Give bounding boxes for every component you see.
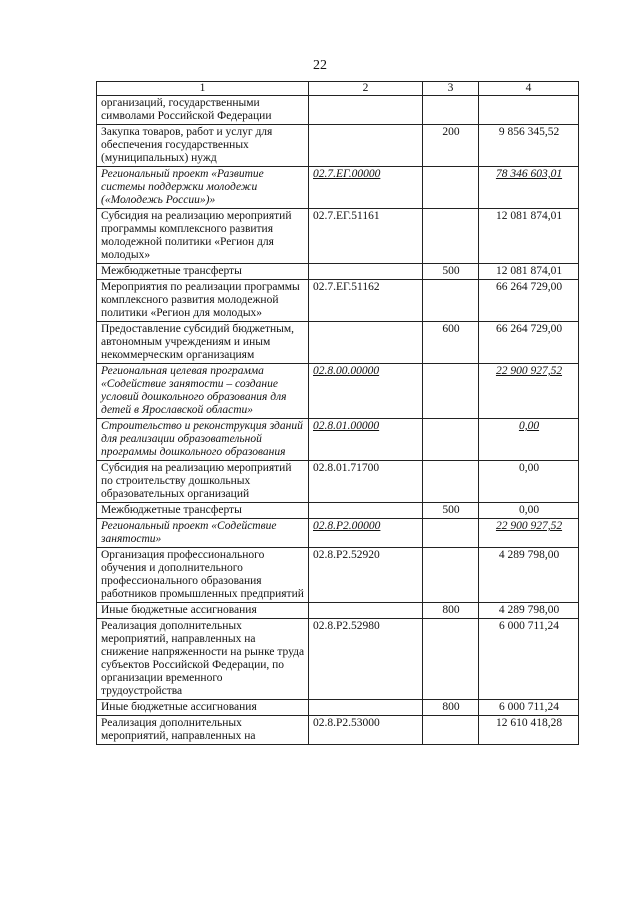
row-code-cell-text: 02.8.P2.52920 (313, 549, 380, 561)
row-code-cell-text: 02.8.01.00000 (313, 420, 380, 432)
row-kind-cell (423, 280, 479, 322)
row-kind-cell-text: 800 (442, 604, 460, 616)
row-kind-cell (423, 716, 479, 745)
row-name-cell-text: Организация профессионального обучения и дополнительного профессионального образования работников промышленных предприятий (101, 549, 304, 600)
row-amount-cell-text: 78 346 603,01 (495, 168, 563, 180)
header-col-2: 2 (309, 82, 423, 96)
row-name-cell-text: Региональный проект «Развитие системы поддержки молодежи («Молодежь России»)» (101, 168, 264, 206)
header-col-4: 4 (479, 82, 579, 96)
row-code-cell (309, 461, 423, 503)
row-name-cell-text: Иные бюджетные ассигнования (101, 701, 257, 713)
header-col-3: 3 (423, 82, 479, 96)
row-code-cell (309, 364, 423, 419)
row-kind-cell (423, 364, 479, 419)
table-row (97, 364, 579, 419)
row-amount-cell (479, 364, 579, 419)
row-kind-cell (423, 167, 479, 209)
row-name-cell (97, 716, 309, 745)
row-code-cell (309, 96, 423, 125)
row-code-cell-text: 02.8.P2.53000 (313, 717, 380, 729)
table-row (97, 322, 579, 364)
row-amount-cell-text: 9 856 345,52 (498, 126, 560, 138)
row-name-cell-text: Субсидия на реализацию мероприятий программы комплексного развития молодежной политики «Регион для молодых» (101, 210, 292, 261)
row-code-cell (309, 716, 423, 745)
row-kind-cell-text: 200 (442, 126, 460, 138)
table-row (97, 548, 579, 603)
row-code-cell (309, 548, 423, 603)
row-amount-cell (479, 519, 579, 548)
table-body (97, 96, 579, 745)
row-kind-cell (423, 603, 479, 619)
row-code-cell-text: 02.8.P2.52980 (313, 620, 380, 632)
row-kind-cell (423, 264, 479, 280)
table-row (97, 519, 579, 548)
row-name-cell-text: Реализация дополнительных мероприятий, направленных на снижение напряженности на рынке труда субъектов Российской Федерации, по организации временного трудоустройства (101, 620, 305, 697)
row-name-cell-text: Межбюджетные трансферты (101, 504, 242, 516)
row-kind-cell-text: 800 (442, 701, 460, 713)
row-amount-cell-text: 12 610 418,28 (495, 717, 563, 729)
row-amount-cell (479, 280, 579, 322)
page-number: 22 (313, 58, 327, 73)
row-kind-cell (423, 322, 479, 364)
row-name-cell (97, 503, 309, 519)
budget-table (96, 81, 579, 745)
row-kind-cell (423, 96, 479, 125)
row-amount-cell (479, 716, 579, 745)
table-row (97, 419, 579, 461)
table-row (97, 167, 579, 209)
row-name-cell (97, 167, 309, 209)
row-name-cell (97, 209, 309, 264)
row-amount-cell (479, 322, 579, 364)
row-code-cell (309, 264, 423, 280)
row-amount-cell (479, 125, 579, 167)
row-name-cell-text: Субсидия на реализацию мероприятий по строительству дошкольных образовательных организаций (101, 462, 292, 500)
row-amount-cell-text: 22 900 927,52 (495, 520, 563, 532)
row-name-cell (97, 519, 309, 548)
row-code-cell-text: 02.8.00.00000 (313, 365, 380, 377)
row-amount-cell-text: 66 264 729,00 (495, 281, 563, 293)
row-name-cell-text: Строительство и реконструкция зданий для реализации образовательной программы дошкольного образования (101, 420, 303, 458)
row-amount-cell (479, 209, 579, 264)
row-amount-cell-text: 4 289 798,00 (498, 549, 560, 561)
row-amount-cell (479, 264, 579, 280)
table-row (97, 503, 579, 519)
row-kind-cell (423, 619, 479, 700)
row-code-cell (309, 209, 423, 264)
row-amount-cell (479, 603, 579, 619)
row-name-cell-text: Реализация дополнительных мероприятий, направленных на (101, 717, 256, 742)
row-amount-cell-text: 66 264 729,00 (495, 323, 563, 335)
row-name-cell-text: Межбюджетные трансферты (101, 265, 242, 277)
row-name-cell-text: Иные бюджетные ассигнования (101, 604, 257, 616)
row-code-cell (309, 603, 423, 619)
row-amount-cell (479, 96, 579, 125)
row-kind-cell (423, 125, 479, 167)
row-code-cell (309, 503, 423, 519)
row-kind-cell (423, 548, 479, 603)
table-row (97, 264, 579, 280)
row-code-cell (309, 700, 423, 716)
row-amount-cell-text: 0,00 (518, 420, 540, 432)
table-row (97, 461, 579, 503)
row-name-cell-text: организаций, государственными символами Российской Федерации (101, 97, 272, 122)
row-code-cell-text: 02.8.P2.00000 (313, 520, 381, 532)
row-code-cell-text: 02.7.ЕГ.51162 (313, 281, 380, 293)
row-name-cell (97, 461, 309, 503)
row-amount-cell (479, 419, 579, 461)
row-amount-cell (479, 503, 579, 519)
row-kind-cell (423, 519, 479, 548)
row-name-cell (97, 280, 309, 322)
row-name-cell (97, 548, 309, 603)
row-code-cell-text: 02.7.ЕГ.51161 (313, 210, 380, 222)
row-code-cell (309, 419, 423, 461)
row-code-cell-text: 02.8.01.71700 (313, 462, 380, 474)
row-name-cell-text: Закупка товаров, работ и услуг для обеспечения государственных (муниципальных) нужд (101, 126, 273, 164)
row-kind-cell (423, 461, 479, 503)
row-name-cell-text: Предоставление субсидий бюджетным, автономным учреждениям и иным некоммерческим организациям (101, 323, 295, 361)
row-kind-cell-text: 600 (442, 323, 460, 335)
row-code-cell-text: 02.7.ЕГ.00000 (313, 168, 381, 180)
row-code-cell (309, 167, 423, 209)
table-header-row (97, 82, 579, 96)
row-code-cell (309, 280, 423, 322)
header-col-1: 1 (97, 82, 309, 96)
row-name-cell (97, 264, 309, 280)
table-row (97, 96, 579, 125)
row-kind-cell (423, 503, 479, 519)
table-row (97, 125, 579, 167)
row-kind-cell-text: 500 (442, 504, 460, 516)
row-code-cell (309, 125, 423, 167)
row-amount-cell (479, 700, 579, 716)
row-name-cell-text: Региональный проект «Содействие занятости» (101, 520, 277, 545)
row-name-cell (97, 603, 309, 619)
row-amount-cell-text: 0,00 (518, 504, 540, 516)
row-amount-cell-text: 6 000 711,24 (499, 701, 559, 713)
row-kind-cell (423, 700, 479, 716)
row-code-cell (309, 619, 423, 700)
table-row (97, 280, 579, 322)
row-name-cell (97, 700, 309, 716)
table-row (97, 603, 579, 619)
row-amount-cell-text: 22 900 927,52 (495, 365, 563, 377)
row-name-cell (97, 364, 309, 419)
row-amount-cell-text: 0,00 (518, 462, 540, 474)
row-name-cell-text: Региональная целевая программа «Содействие занятости – создание условий дошкольного образования для детей в Ярославской области» (101, 365, 287, 416)
table-row (97, 716, 579, 745)
row-kind-cell (423, 209, 479, 264)
row-name-cell-text: Мероприятия по реализации программы комплексного развития молодежной политики «Регион для молодых» (101, 281, 300, 319)
row-name-cell (97, 419, 309, 461)
table-row (97, 619, 579, 700)
row-amount-cell-text: 12 081 874,01 (495, 265, 563, 277)
row-amount-cell-text: 6 000 711,24 (499, 620, 559, 632)
row-amount-cell-text: 12 081 874,01 (495, 210, 563, 222)
row-amount-cell (479, 461, 579, 503)
row-name-cell (97, 322, 309, 364)
row-code-cell (309, 519, 423, 548)
row-kind-cell (423, 419, 479, 461)
table-row (97, 209, 579, 264)
row-amount-cell (479, 548, 579, 603)
row-kind-cell-text: 500 (442, 265, 460, 277)
row-amount-cell (479, 167, 579, 209)
row-name-cell (97, 619, 309, 700)
row-name-cell (97, 125, 309, 167)
row-code-cell (309, 322, 423, 364)
row-name-cell (97, 96, 309, 125)
row-amount-cell (479, 619, 579, 700)
table-row (97, 700, 579, 716)
row-amount-cell-text: 4 289 798,00 (498, 604, 560, 616)
